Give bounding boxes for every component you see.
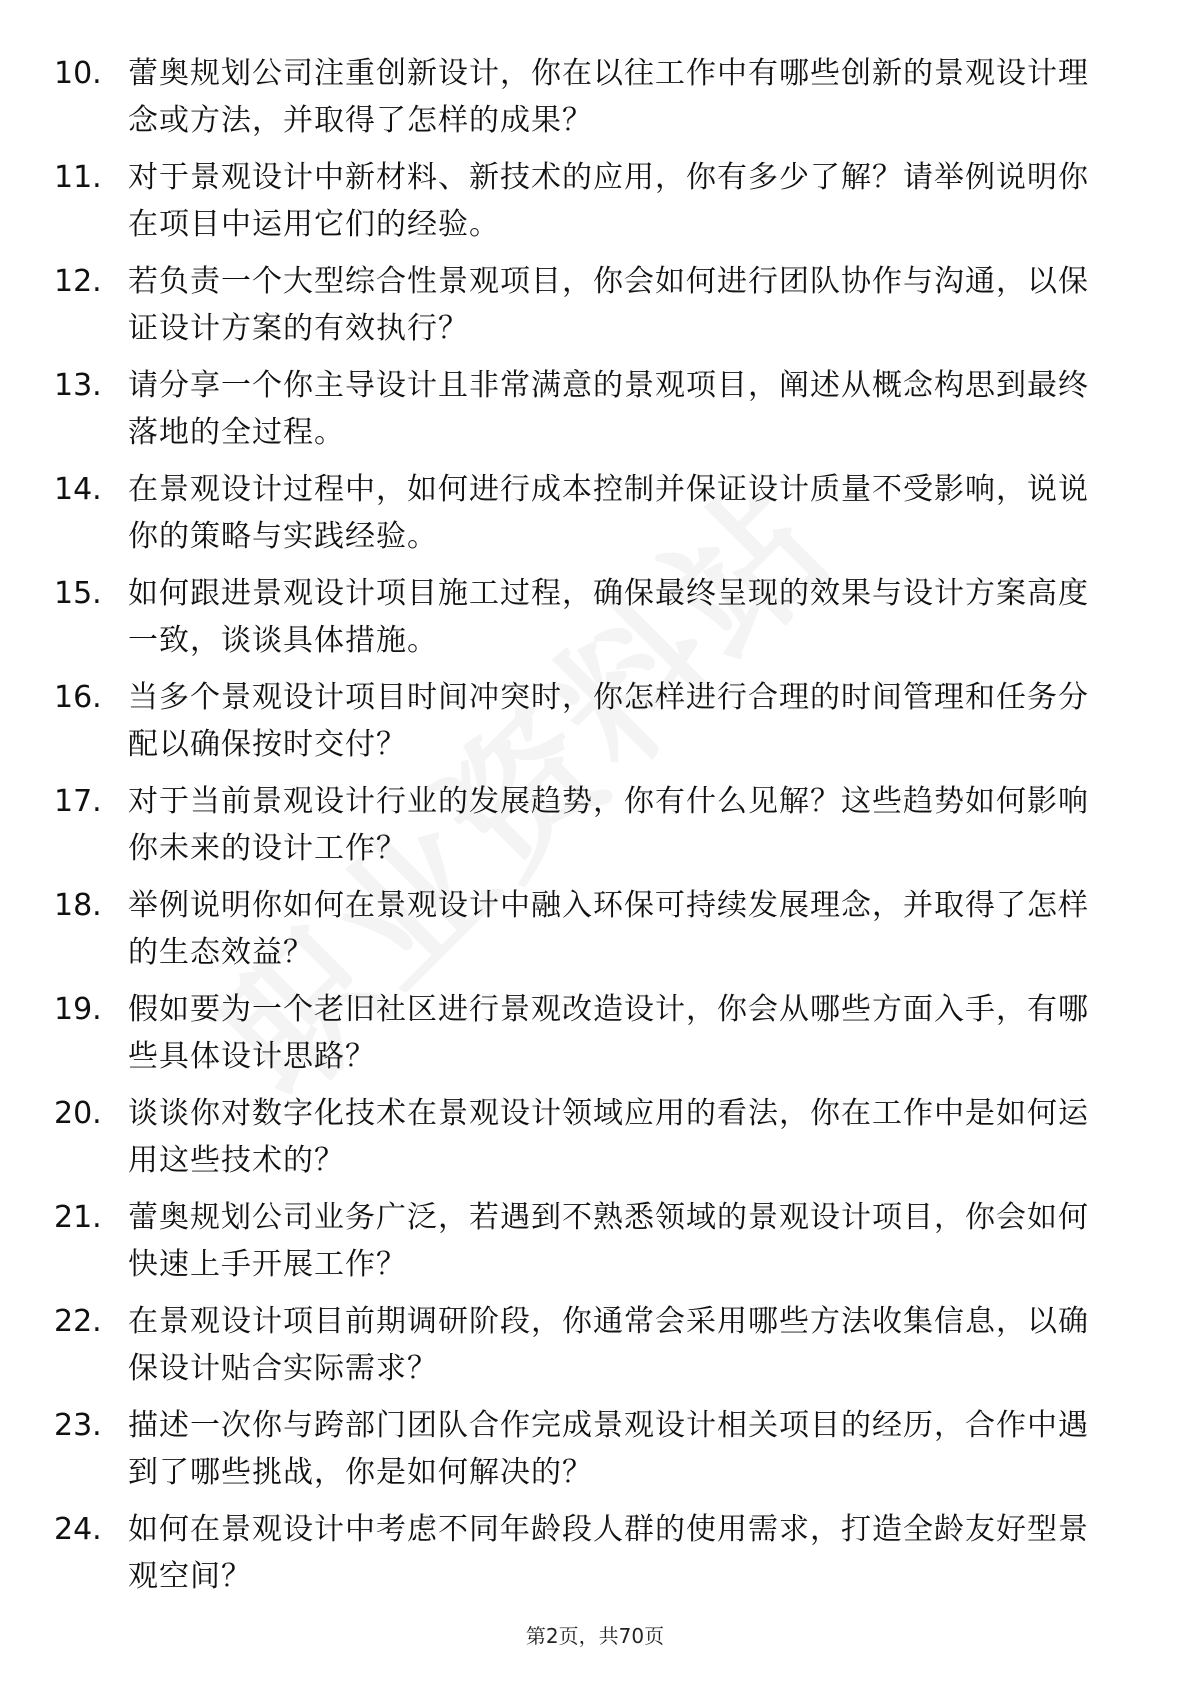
question-item	[0, 1506, 1190, 1610]
question-item	[0, 1194, 1190, 1298]
question-text: 若负责一个大型综合性景观项目，你会如何进行团队协作与沟通，以保证设计方案的有效执行？	[128, 264, 1089, 346]
question-number: 23.	[54, 1408, 102, 1443]
question-text: 在景观设计过程中，如何进行成本控制并保证设计质量不受影响，说说你的策略与实践经验。	[128, 472, 1089, 554]
question-number: 15.	[54, 576, 102, 611]
question-number: 20.	[54, 1096, 102, 1131]
question-number: 13.	[54, 368, 102, 403]
question-text: 谈谈你对数字化技术在景观设计领域应用的看法，你在工作中是如何运用这些技术的？	[128, 1096, 1089, 1178]
question-text: 蕾奥规划公司注重创新设计，你在以往工作中有哪些创新的景观设计理念或方法，并取得了怎样的成果？	[128, 56, 1089, 138]
question-number: 11.	[54, 160, 102, 195]
question-item	[0, 466, 1190, 570]
question-text: 举例说明你如何在景观设计中融入环保可持续发展理念，并取得了怎样的生态效益？	[128, 888, 1089, 970]
question-number: 17.	[54, 784, 102, 819]
question-list	[0, 50, 1190, 1610]
question-number: 22.	[54, 1304, 102, 1339]
question-text: 请分享一个你主导设计且非常满意的景观项目，阐述从概念构思到最终落地的全过程。	[128, 368, 1089, 450]
question-item	[0, 986, 1190, 1090]
question-number: 21.	[54, 1200, 102, 1235]
question-text: 描述一次你与跨部门团队合作完成景观设计相关项目的经历，合作中遇到了哪些挑战，你是如何解决的？	[128, 1408, 1089, 1490]
question-item	[0, 154, 1190, 258]
question-item	[0, 570, 1190, 674]
question-number: 14.	[54, 472, 102, 507]
question-text: 假如要为一个老旧社区进行景观改造设计，你会从哪些方面入手，有哪些具体设计思路？	[128, 992, 1089, 1074]
question-item	[0, 362, 1190, 466]
question-item	[0, 778, 1190, 882]
question-number: 12.	[54, 264, 102, 299]
question-text: 当多个景观设计项目时间冲突时，你怎样进行合理的时间管理和任务分配以确保按时交付？	[128, 680, 1089, 762]
question-number: 10.	[54, 56, 102, 91]
question-number: 16.	[54, 680, 102, 715]
question-item	[0, 882, 1190, 986]
question-item	[0, 674, 1190, 778]
question-text: 如何跟进景观设计项目施工过程，确保最终呈现的效果与设计方案高度一致，谈谈具体措施。	[128, 576, 1089, 658]
question-text: 对于当前景观设计行业的发展趋势，你有什么见解？这些趋势如何影响你未来的设计工作？	[128, 784, 1089, 866]
question-number: 24.	[54, 1512, 102, 1547]
question-text: 在景观设计项目前期调研阶段，你通常会采用哪些方法收集信息，以确保设计贴合实际需求？	[128, 1304, 1089, 1386]
question-text: 对于景观设计中新材料、新技术的应用，你有多少了解？请举例说明你在项目中运用它们的经验。	[128, 160, 1089, 242]
question-item	[0, 1402, 1190, 1506]
page-number: 第2页，共70页	[525, 1624, 665, 1648]
question-item	[0, 258, 1190, 362]
question-item	[0, 1298, 1190, 1402]
question-text: 如何在景观设计中考虑不同年龄段人群的使用需求，打造全龄友好型景观空间？	[128, 1512, 1089, 1594]
question-item	[0, 50, 1190, 154]
question-text: 蕾奥规划公司业务广泛，若遇到不熟悉领域的景观设计项目，你会如何快速上手开展工作？	[128, 1200, 1089, 1282]
question-number: 19.	[54, 992, 102, 1027]
question-item	[0, 1090, 1190, 1194]
question-number: 18.	[54, 888, 102, 923]
